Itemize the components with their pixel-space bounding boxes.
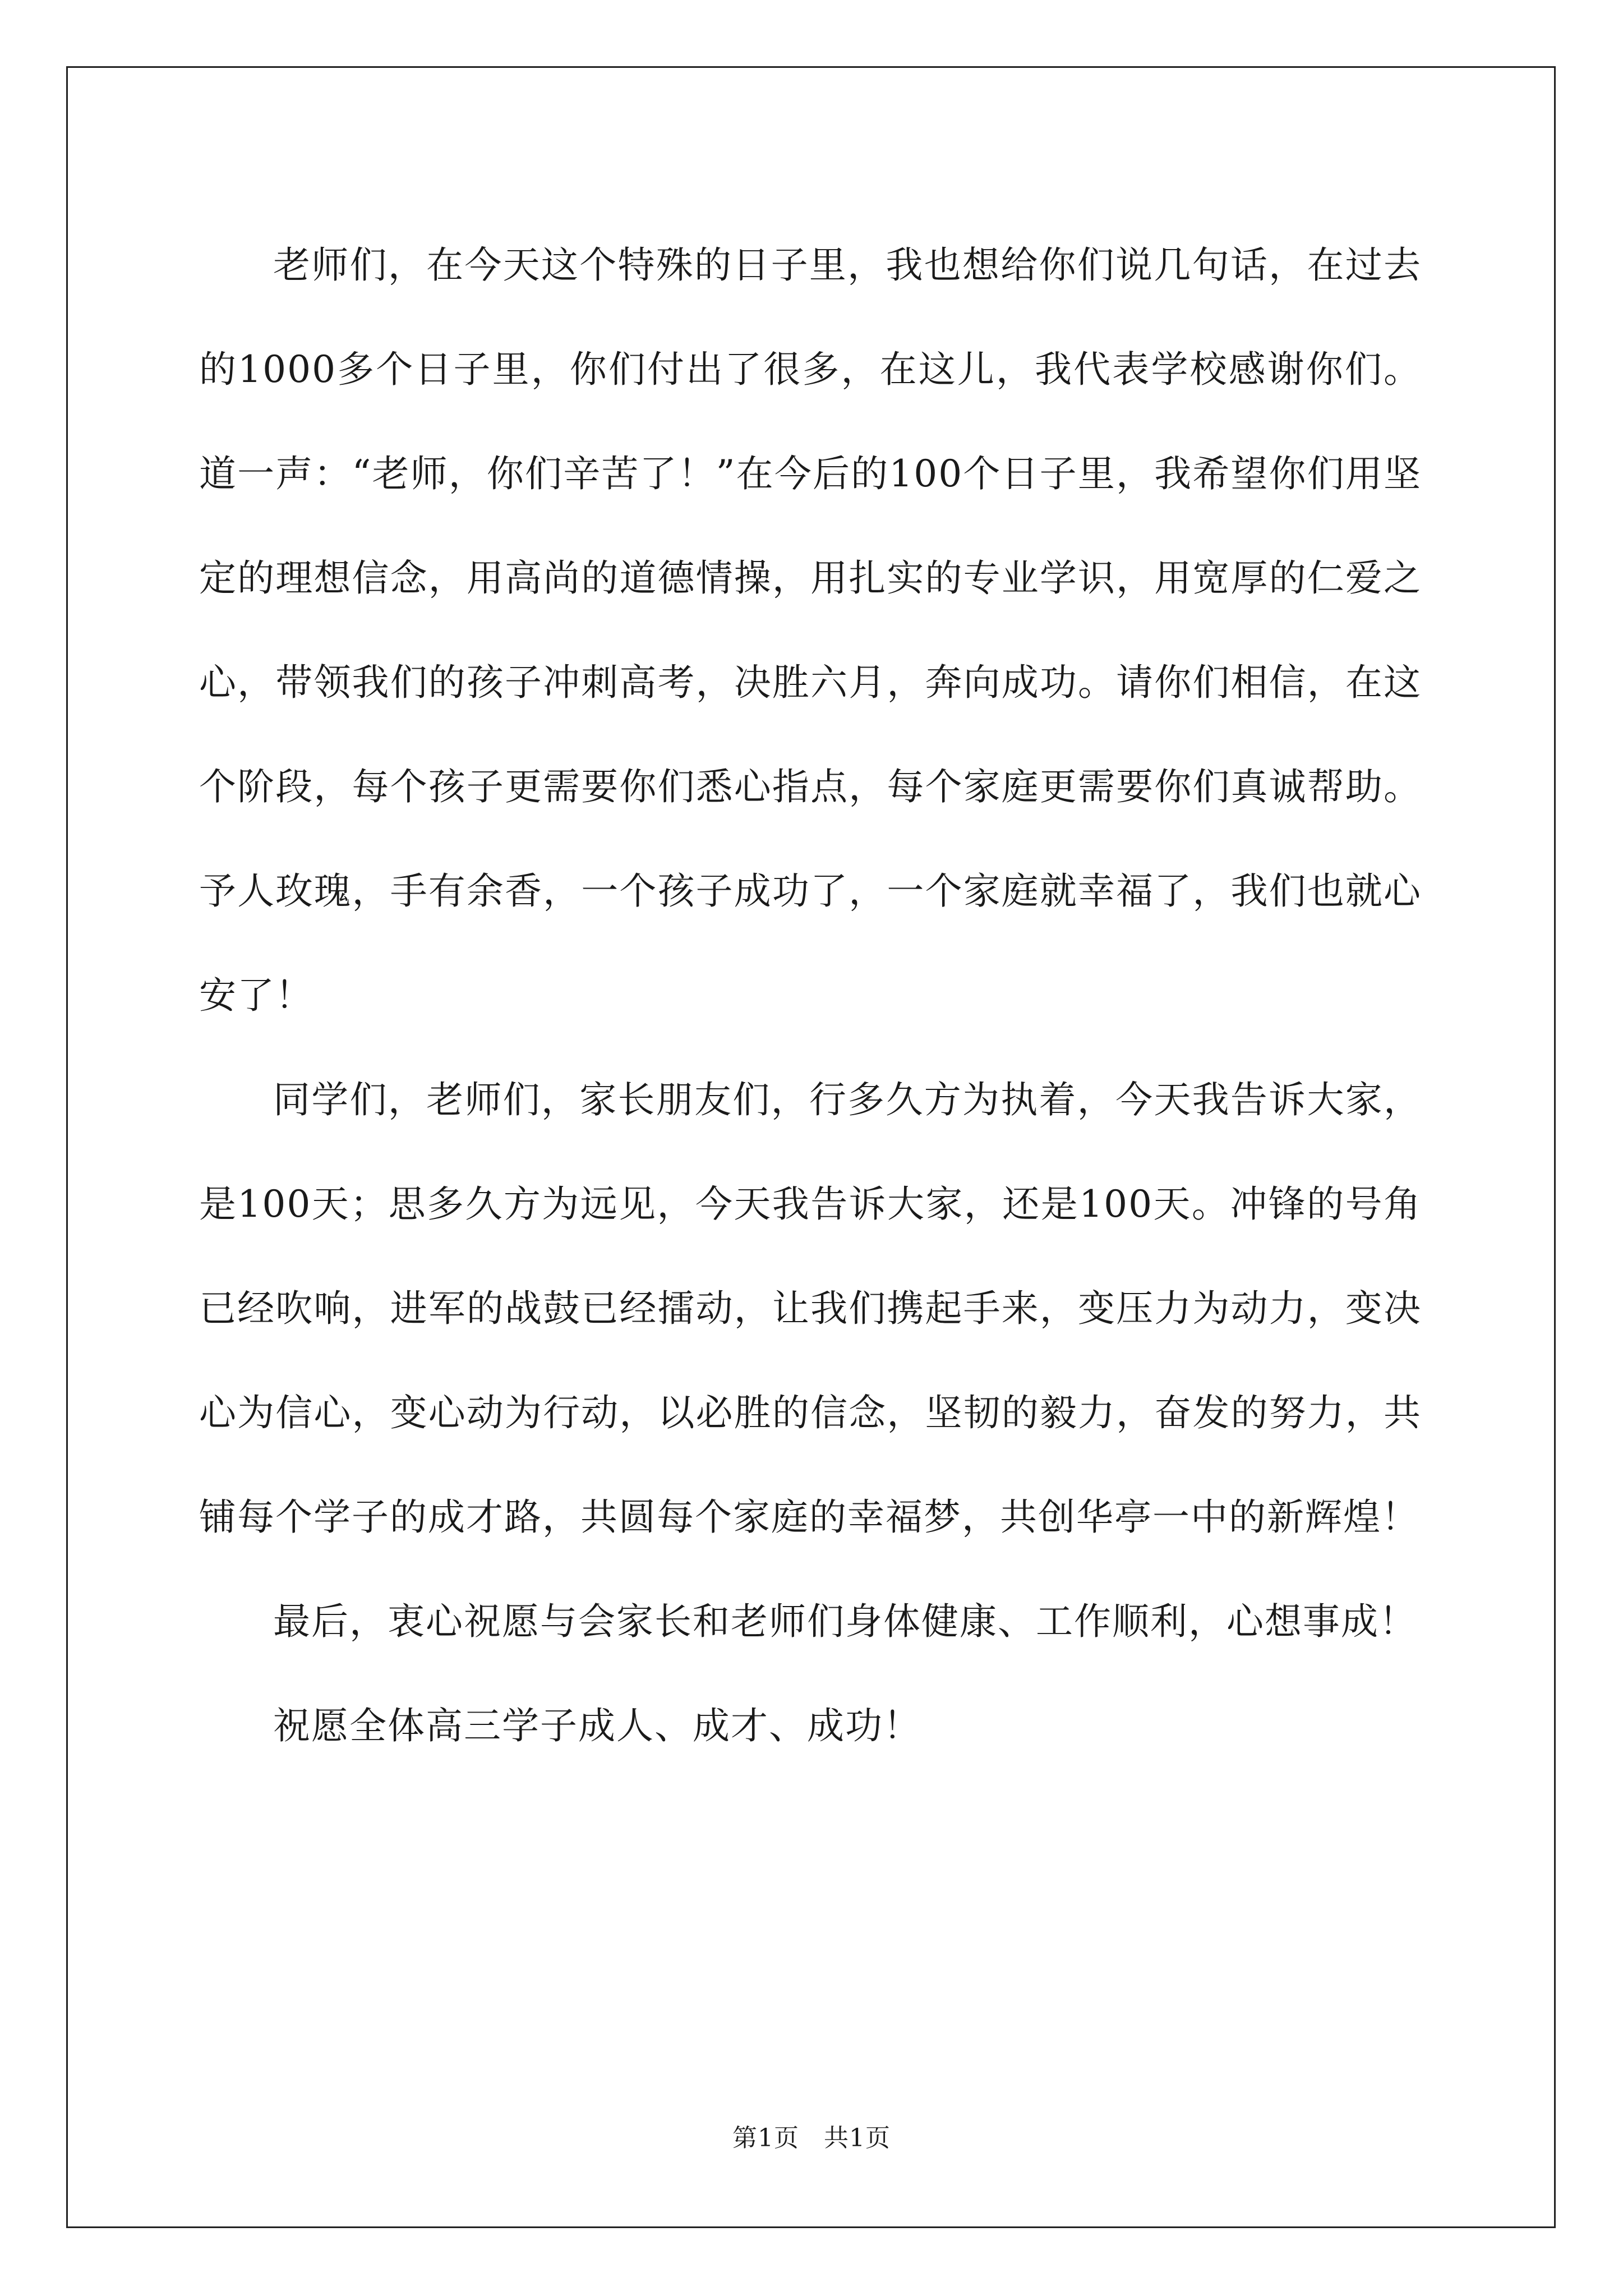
paragraph-wishes: 最后，衷心祝愿与会家长和老师们身体健康、工作顺利，心想事成！ [273,1600,1417,1643]
page-number-current: 第1页 [732,2124,799,2152]
page-number-total: 共1页 [824,2124,891,2152]
paragraph-everyone: 同学们，老师们，家长朋友们，行多久方为执着，今天我告诉大家，是100天；思多久方为远见，今天我告诉大家，还是100天。冲锋的号角已经吹响，进军的战鼓已经擂动，让我们携起手来，变压力为动力，变决心为信心，变心动为行动，以必胜的信念，坚韧的毅力，奋发的努力，共铺每个学子的成才路，共圆每个家庭的幸福梦，共创华亭一中的新辉煌！ [199,1078,1422,1539]
document-body [199,213,1422,1778]
page-footer [0,2122,1623,2155]
paragraph-students: 祝愿全体高三学子成人、成才、成功！ [273,1704,921,1747]
paragraph-teachers: 老师们，在今天这个特殊的日子里，我也想给你们说几句话，在过去的1000多个日子里，你们付出了很多，在这儿，我代表学校感谢你们。道一声：“老师，你们辛苦了！”在今后的100个日子里，我希望你们用坚定的理想信念，用高尚的道德情操，用扎实的专业学识，用宽厚的仁爱之心，带领我们的孩子冲刺高考，决胜六月，奔向成功。请你们相信，在这个阶段，每个孩子更需要你们悉心指点，每个家庭更需要你们真诚帮助。予人玫瑰，手有余香，一个孩子成功了，一个家庭就幸福了，我们也就心安了！ [199,243,1422,1017]
